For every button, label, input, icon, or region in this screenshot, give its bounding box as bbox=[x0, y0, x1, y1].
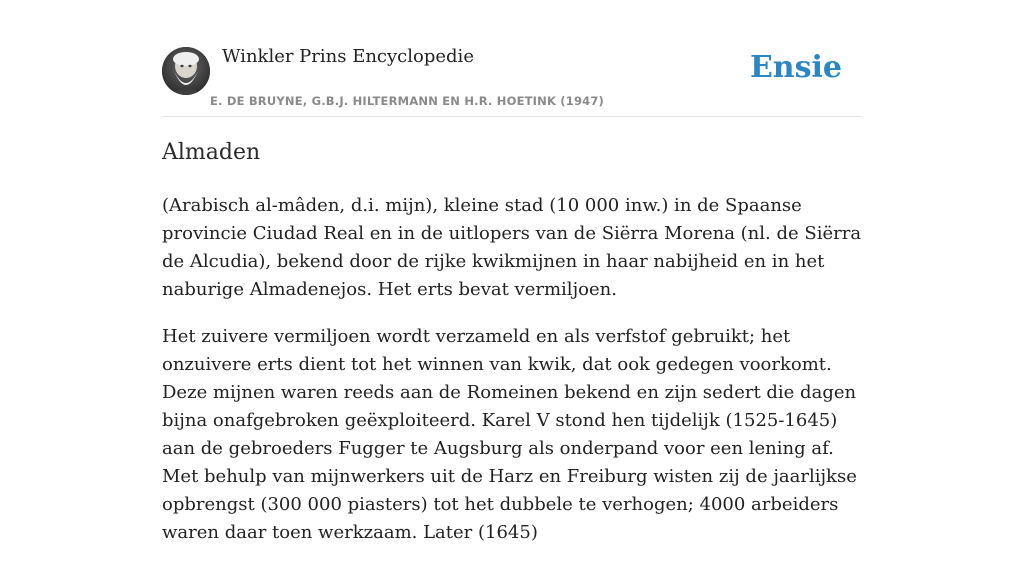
author-portrait-icon bbox=[162, 47, 210, 95]
page-container bbox=[162, 0, 862, 543]
entry-paragraph: (Arabisch al-mâden, d.i. mijn), kleine stad (10 000 inw.) in de Spaanse provincie Ciudad Real en in de uitlopers van de Siërra Morena (nl. de Siërra de Alcudia), bekend door de rijke kwikmijnen in haar nabijheid en in het naburige Almadenejos. Het erts bevat vermiljoen. bbox=[162, 195, 862, 300]
entry-body bbox=[162, 192, 862, 566]
brand-logo[interactable]: Ensie bbox=[749, 50, 842, 85]
authors-line: E. DE BRUYNE, G.B.J. HILTERMANN EN H.R. HOETINK (1947) bbox=[210, 94, 605, 108]
header bbox=[162, 0, 862, 117]
book-title[interactable]: Winkler Prins Encyclopedie bbox=[222, 46, 474, 67]
entry-paragraph: Het zuivere vermiljoen wordt verzameld en als verfstof gebruikt; het onzuivere erts dient tot het winnen van kwik, dat ook gedegen voorkomt. Deze mijnen waren reeds aan de Romeinen bekend en zijn sedert die dagen bijna onafgebroken geëxploiteerd. Karel V stond hen tijdelijk (1525-1645) aan de gebroeders Fugger te Augsburg als onderpand voor een lening af. Met behulp van mijnwerkers uit de Harz en Freiburg wisten zij de jaarlijkse opbrengst (300 000 piasters) tot het dubbele te verhogen; 4000 arbeiders waren daar toen werkzaam. Later (1645) bbox=[162, 326, 857, 543]
entry-title: Almaden bbox=[162, 140, 261, 165]
